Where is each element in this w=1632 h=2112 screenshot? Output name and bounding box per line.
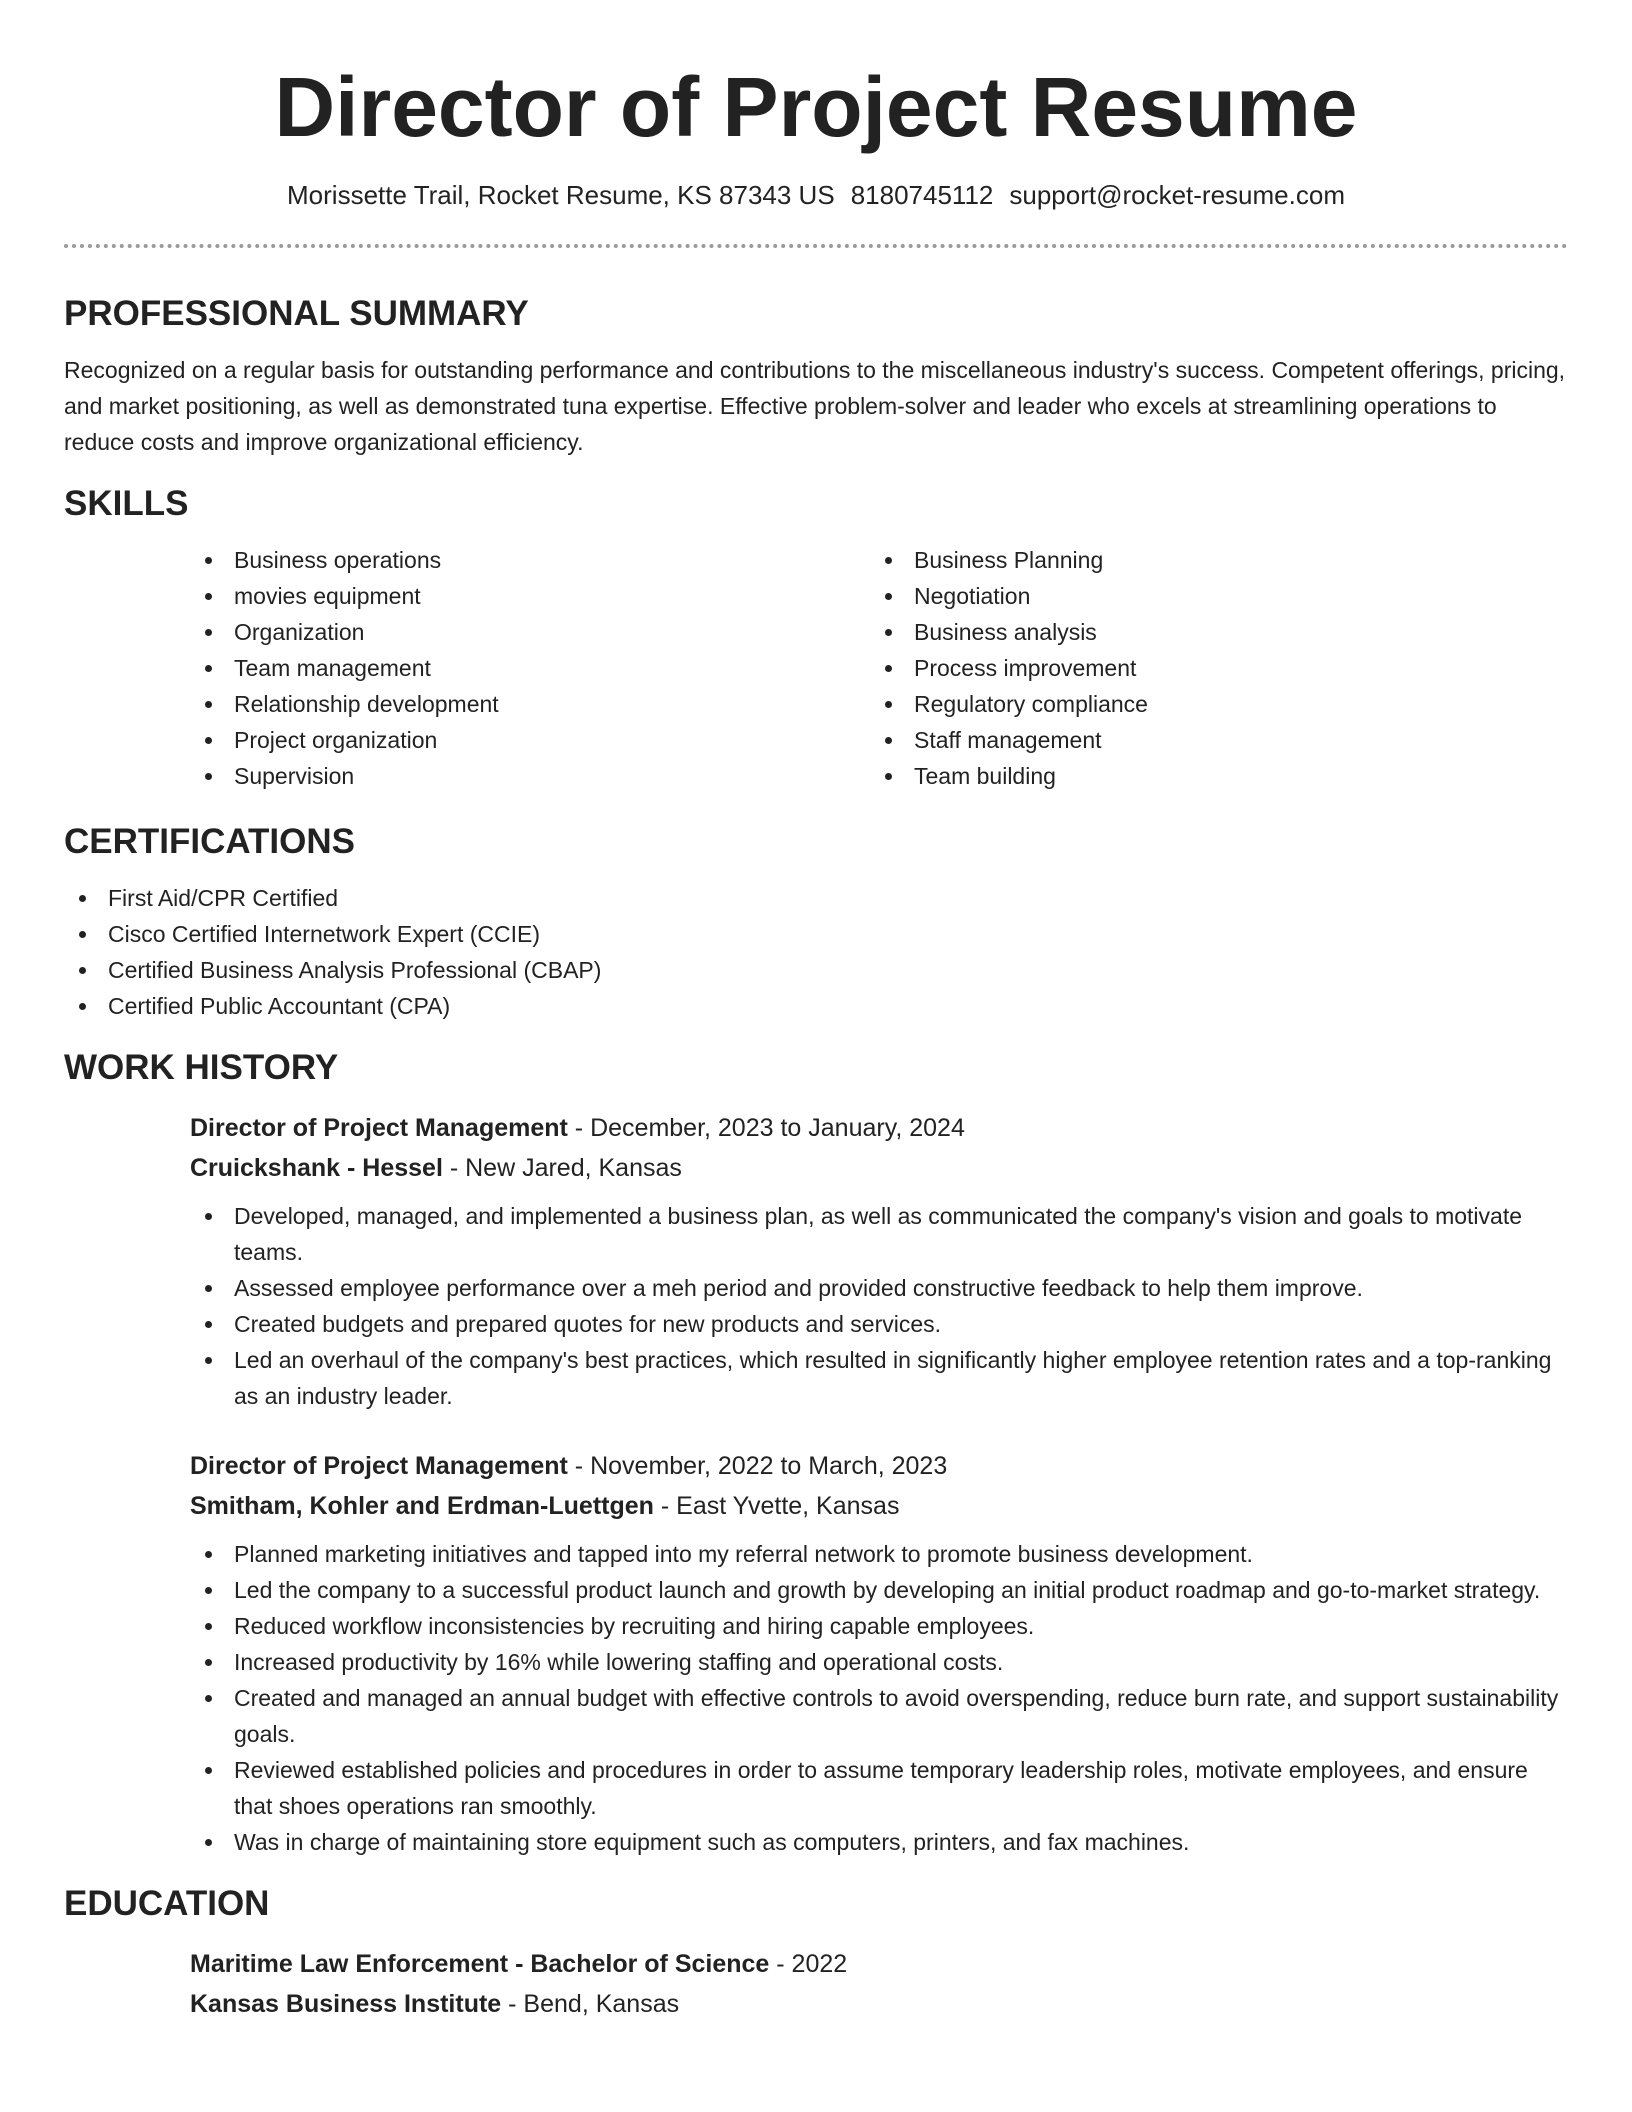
school-location: - Bend, Kansas (501, 1990, 680, 2018)
job-bullets (190, 1536, 1568, 1860)
skill-item: Staff management (870, 722, 1550, 758)
summary-text: Recognized on a regular basis for outstanding performance and contributions to the miscellaneous industry's success. Competent offerings, pricing, and market positioning, as well as demonstrated tuna expertise. Effective problem-solver and leader who excels at streamlining operations to reduce costs and improve organizational efficiency. (64, 357, 1566, 455)
job-bullets (190, 1198, 1568, 1414)
job-bullet: Increased productivity by 16% while lowering staffing and operational costs. (190, 1644, 1568, 1680)
job-entry (190, 1108, 1568, 1414)
skills-list (190, 542, 1568, 794)
job-bullet: Led the company to a successful product launch and growth by developing an initial product roadmap and go-to-market strategy. (190, 1572, 1568, 1608)
school-name: Kansas Business Institute (190, 1990, 502, 2018)
skill-item: Organization (190, 614, 870, 650)
job-role: Director of Project Management (190, 1452, 568, 1480)
job-company: Cruickshank - Hessel (190, 1154, 443, 1182)
education-entry (190, 1944, 1568, 2024)
skills-column-right (870, 542, 1550, 794)
skill-item: Regulatory compliance (870, 686, 1550, 722)
job-bullet: Led an overhaul of the company's best practices, which resulted in significantly higher employee retention rates and a top-ranking as an industry leader. (190, 1342, 1568, 1414)
skill-item: Relationship development (190, 686, 870, 722)
certifications-heading: CERTIFICATIONS (64, 822, 356, 861)
certifications-list (64, 880, 1568, 1024)
contact-line (64, 178, 1568, 212)
job-location: - East Yvette, Kansas (653, 1492, 900, 1520)
resume-title: Director of Project Resume (274, 60, 1358, 154)
skills-column-left (190, 542, 870, 794)
header-divider (64, 244, 1568, 248)
contact-address: Morissette Trail, Rocket Resume, KS 87343 US (287, 180, 835, 210)
job-bullet: Assessed employee performance over a meh period and provided constructive feedback to help them improve. (190, 1270, 1568, 1306)
skill-item: Business analysis (870, 614, 1550, 650)
job-bullet: Reduced workflow inconsistencies by recruiting and hiring capable employees. (190, 1608, 1568, 1644)
job-title-line (190, 1446, 1568, 1486)
job-role: Director of Project Management (190, 1114, 568, 1142)
job-company-line (190, 1486, 1568, 1526)
job-bullet: Created budgets and prepared quotes for new products and services. (190, 1306, 1568, 1342)
degree-line (190, 1944, 1568, 1984)
certification-item: First Aid/CPR Certified (64, 880, 1568, 916)
skill-item: Supervision (190, 758, 870, 794)
skill-item: Process improvement (870, 650, 1550, 686)
skill-item: Negotiation (870, 578, 1550, 614)
job-company-line (190, 1148, 1568, 1188)
summary-heading: PROFESSIONAL SUMMARY (64, 294, 529, 333)
skill-item: movies equipment (190, 578, 870, 614)
job-bullet: Created and managed an annual budget with effective controls to avoid overspending, reduce burn rate, and support sustainability goals. (190, 1680, 1568, 1752)
job-dates: - December, 2023 to January, 2024 (567, 1114, 965, 1142)
job-dates: - November, 2022 to March, 2023 (567, 1452, 948, 1480)
education-heading: EDUCATION (64, 1884, 270, 1923)
skill-item: Team management (190, 650, 870, 686)
skills-heading: SKILLS (64, 484, 189, 523)
job-company: Smitham, Kohler and Erdman-Luettgen (190, 1492, 654, 1520)
skill-item: Business Planning (870, 542, 1550, 578)
certification-item: Certified Business Analysis Professional (CBAP) (64, 952, 1568, 988)
job-location: - New Jared, Kansas (442, 1154, 682, 1182)
skill-item: Business operations (190, 542, 870, 578)
job-bullet: Was in charge of maintaining store equipment such as computers, printers, and fax machines. (190, 1824, 1568, 1860)
resume-page (64, 0, 1568, 2024)
job-entry (190, 1446, 1568, 1860)
school-line (190, 1984, 1568, 2024)
skill-item: Project organization (190, 722, 870, 758)
job-bullet: Planned marketing initiatives and tapped into my referral network to promote business development. (190, 1536, 1568, 1572)
contact-email: support@rocket-resume.com (1009, 180, 1345, 210)
job-bullet: Developed, managed, and implemented a business plan, as well as communicated the company's vision and goals to motivate teams. (190, 1198, 1568, 1270)
degree-year: - 2022 (769, 1950, 848, 1978)
certification-item: Certified Public Accountant (CPA) (64, 988, 1568, 1024)
skill-item: Team building (870, 758, 1550, 794)
job-title-line (190, 1108, 1568, 1148)
degree-name: Maritime Law Enforcement - Bachelor of Science (190, 1950, 770, 1978)
job-bullet: Reviewed established policies and procedures in order to assume temporary leadership roles, motivate employees, and ensure that shoes operations ran smoothly. (190, 1752, 1568, 1824)
contact-phone: 8180745112 (850, 180, 994, 210)
certification-item: Cisco Certified Internetwork Expert (CCIE) (64, 916, 1568, 952)
work-history-heading: WORK HISTORY (64, 1048, 339, 1087)
